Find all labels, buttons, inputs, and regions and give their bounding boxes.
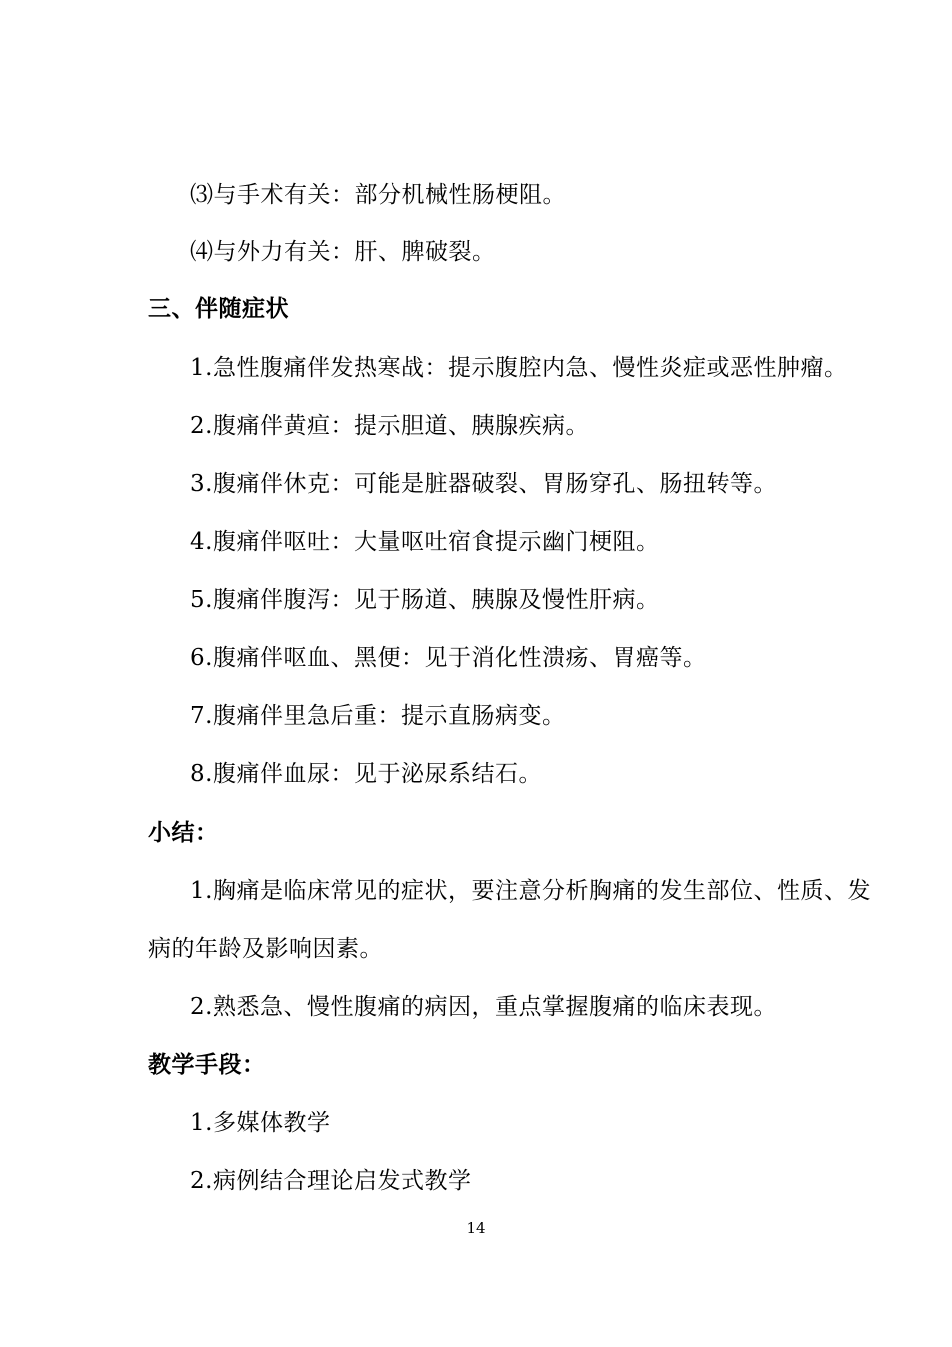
symptom-item-5: 5.腹痛伴腹泻：见于肠道、胰腺及慢性肝病。 bbox=[190, 587, 660, 613]
symptom-item-8: 8.腹痛伴血尿：见于泌尿系结石。 bbox=[190, 761, 542, 787]
page-number: 14 bbox=[466, 1219, 486, 1237]
section-heading-accompanying-symptoms: 三、伴随症状 bbox=[148, 295, 289, 322]
summary-item-1-line-2: 病的年龄及影响因素。 bbox=[148, 936, 383, 962]
symptom-item-7: 7.腹痛伴里急后重：提示直肠病变。 bbox=[190, 703, 566, 729]
symptom-item-4: 4.腹痛伴呕吐：大量呕吐宿食提示幽门梗阻。 bbox=[190, 529, 660, 555]
summary-heading: 小结： bbox=[148, 819, 219, 846]
symptom-item-3: 3.腹痛伴休克：可能是脏器破裂、胃肠穿孔、肠扭转等。 bbox=[190, 471, 777, 497]
summary-item-2: 2.熟悉急、慢性腹痛的病因，重点掌握腹痛的临床表现。 bbox=[190, 994, 777, 1020]
cause-item-3: ⑶与手术有关：部分机械性肠梗阻。 bbox=[190, 182, 566, 208]
teaching-method-item-1: 1.多媒体教学 bbox=[190, 1110, 331, 1136]
summary-item-1-line-1: 1.胸痛是临床常见的症状，要注意分析胸痛的发生部位、性质、发 bbox=[190, 878, 871, 904]
symptom-item-2: 2.腹痛伴黄疸：提示胆道、胰腺疾病。 bbox=[190, 413, 589, 439]
symptom-item-1: 1.急性腹痛伴发热寒战：提示腹腔内急、慢性炎症或恶性肿瘤。 bbox=[190, 355, 848, 381]
cause-item-4: ⑷与外力有关：肝、脾破裂。 bbox=[190, 239, 496, 265]
symptom-item-6: 6.腹痛伴呕血、黑便：见于消化性溃疡、胃癌等。 bbox=[190, 645, 707, 671]
teaching-method-item-2: 2.病例结合理论启发式教学 bbox=[190, 1168, 472, 1194]
teaching-methods-heading: 教学手段： bbox=[148, 1051, 266, 1078]
